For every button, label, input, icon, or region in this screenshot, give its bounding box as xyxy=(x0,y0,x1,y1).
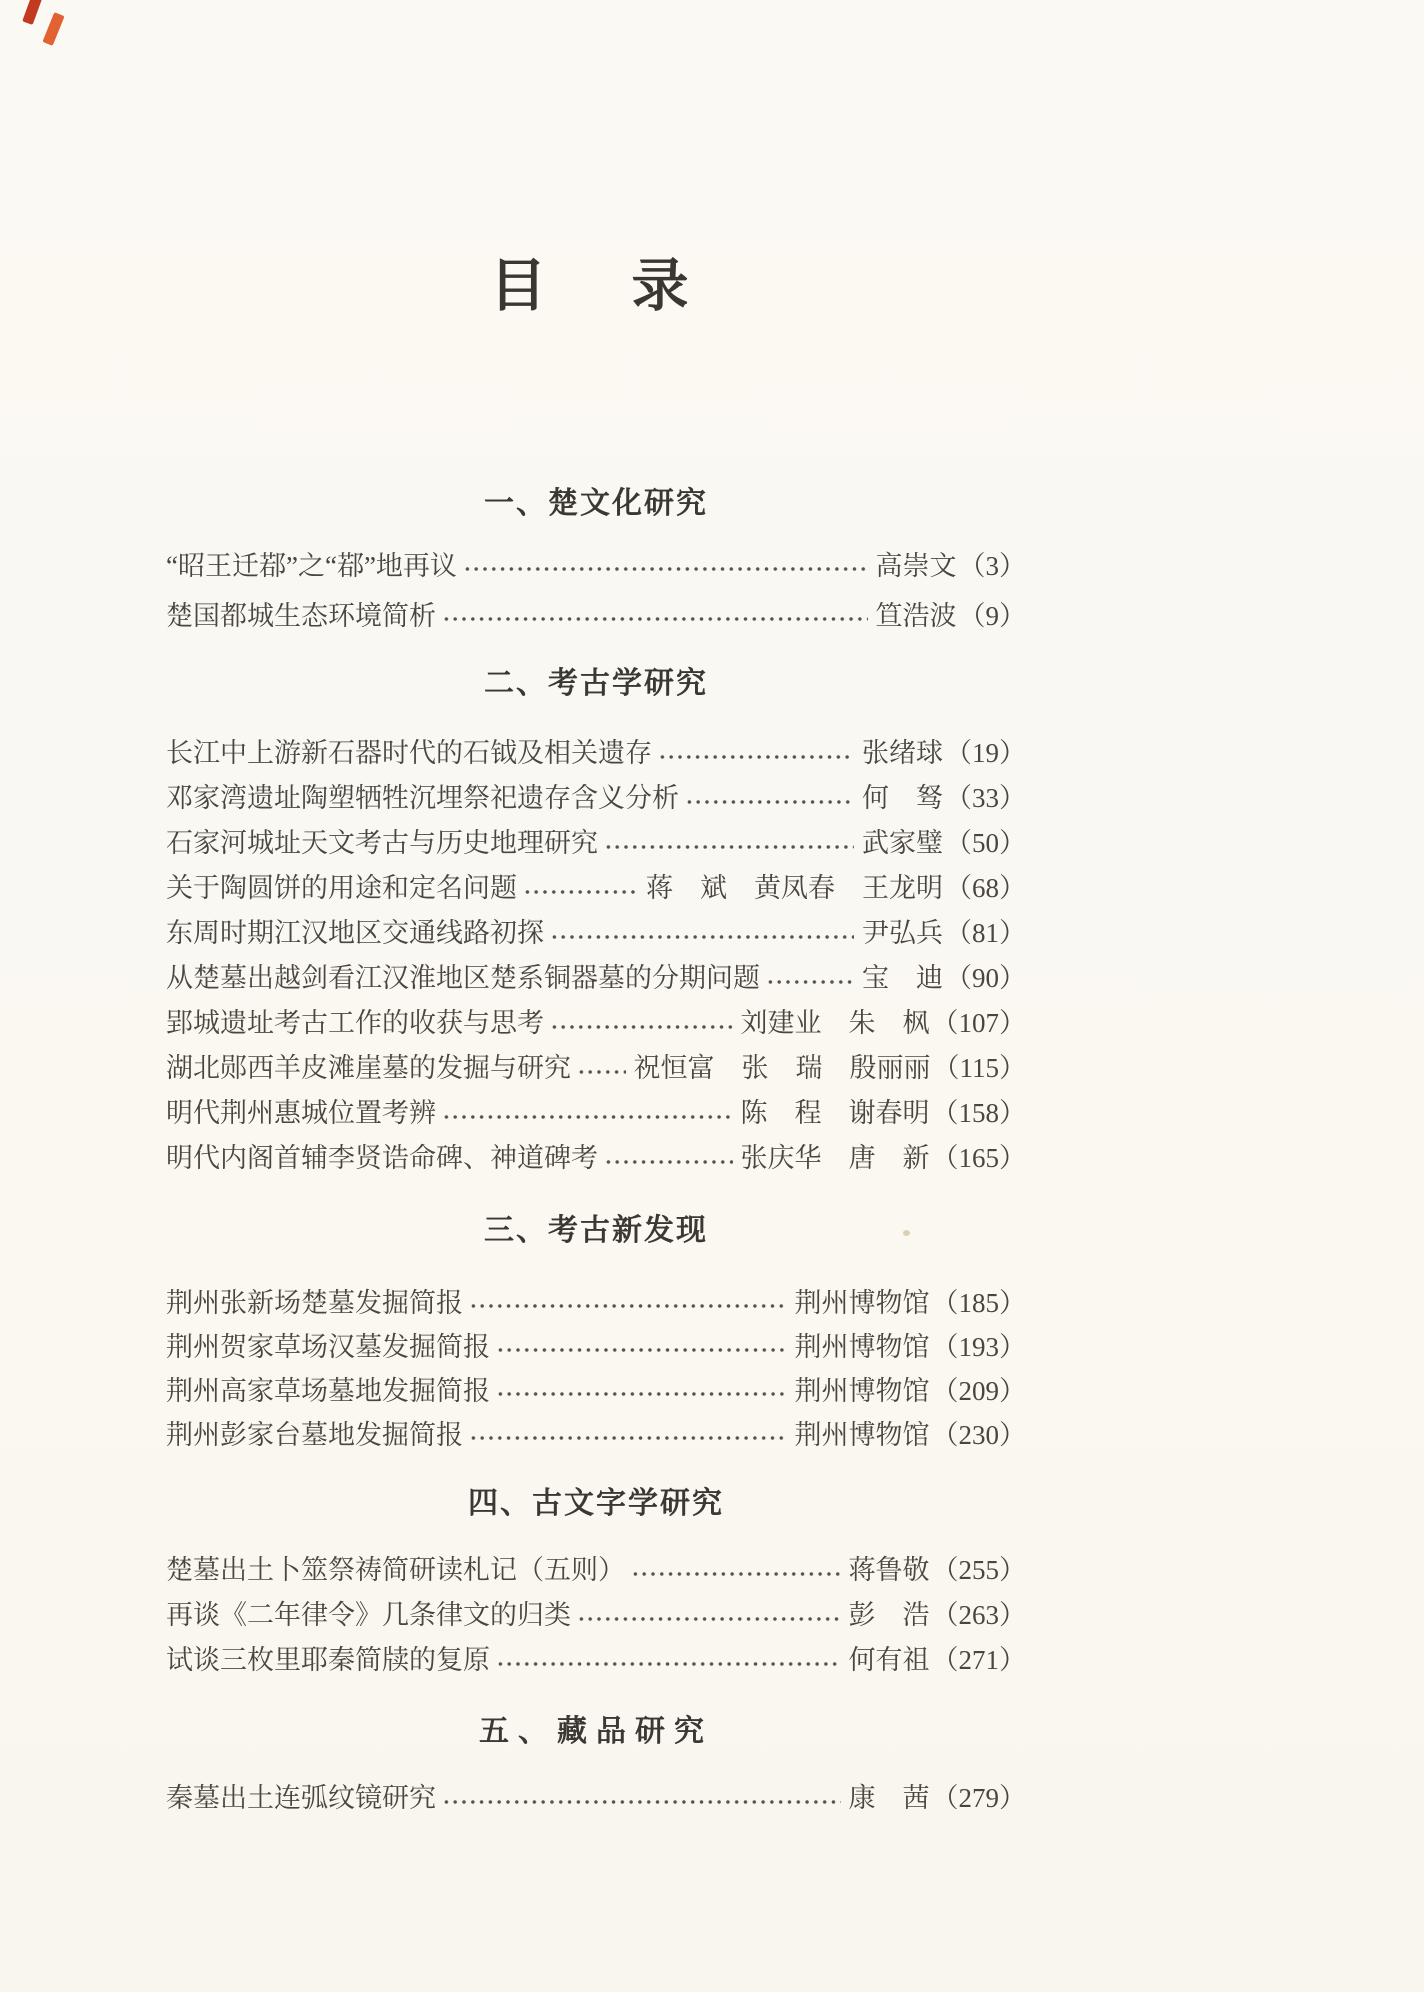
entry-authors: 彭 浩 xyxy=(848,1600,930,1630)
toc-entry xyxy=(166,731,1026,776)
entry-page: （193） xyxy=(931,1331,1026,1362)
entry-page: （3） xyxy=(958,550,1026,581)
section-entries-3 xyxy=(166,1281,1026,1457)
dot-leader xyxy=(604,1156,733,1168)
entry-authors: 刘建业 朱 枫 xyxy=(740,1008,930,1038)
dot-leader xyxy=(523,886,638,898)
entry-authors: 高崇文 xyxy=(875,550,957,581)
entry-authors: 武家璧 xyxy=(862,828,943,858)
entry-page: （185） xyxy=(931,1287,1026,1318)
entry-authors: 荆州博物馆 xyxy=(794,1331,930,1362)
entry-page: （19） xyxy=(945,738,1026,768)
dot-leader xyxy=(463,563,868,575)
section-heading-3: 三、考古新发现 xyxy=(484,1214,708,1247)
entry-authors: 笪浩波 xyxy=(875,600,957,631)
section-entries-5 xyxy=(166,1776,1026,1821)
entry-page: （107） xyxy=(931,1008,1026,1038)
toc-entry xyxy=(166,866,1026,911)
entry-title: 明代荆州惠城位置考辨 xyxy=(166,1098,436,1128)
entry-title: 邓家湾遗址陶塑牺牲沉埋祭祀遗存含义分析 xyxy=(166,783,679,813)
dot-leader xyxy=(550,1021,733,1033)
entry-page: （50） xyxy=(945,828,1026,858)
entry-authors: 何有祖 xyxy=(848,1645,930,1675)
entry-title: “昭王迁鄀”之“鄀”地再议 xyxy=(166,550,457,581)
entry-page: （158） xyxy=(931,1098,1026,1128)
entry-title: 关于陶圆饼的用途和定名问题 xyxy=(166,873,517,903)
toc-entry xyxy=(166,1548,1026,1593)
scan-mark-red xyxy=(22,0,43,25)
entry-title: 再谈《二年律令》几条律文的归类 xyxy=(166,1600,571,1630)
entry-authors: 蒋鲁敬 xyxy=(848,1555,930,1585)
toc-entry xyxy=(166,1281,1026,1325)
toc-entry xyxy=(166,1638,1026,1683)
dot-leader xyxy=(577,1066,626,1078)
entry-page: （165） xyxy=(931,1143,1026,1173)
entry-authors: 荆州博物馆 xyxy=(794,1375,930,1406)
toc-entry xyxy=(166,1136,1026,1181)
entry-title: 荆州贺家草场汉墓发掘简报 xyxy=(166,1331,490,1362)
entry-title: 荆州张新场楚墓发掘简报 xyxy=(166,1287,463,1318)
entry-title: 石家河城址天文考古与历史地理研究 xyxy=(166,828,598,858)
entry-authors: 何 驽 xyxy=(862,783,943,813)
dot-leader xyxy=(658,751,854,763)
toc-entry xyxy=(166,591,1026,641)
toc-entry xyxy=(166,541,1026,591)
entry-title: 长江中上游新石器时代的石钺及相关遗存 xyxy=(166,738,652,768)
entry-page: （271） xyxy=(931,1645,1026,1675)
scan-mark-orange xyxy=(42,12,64,46)
entry-title: 楚墓出土卜筮祭祷简研读札记（五则） xyxy=(166,1555,625,1585)
section-entries-1 xyxy=(166,541,1026,641)
entry-page: （279） xyxy=(931,1783,1026,1813)
entry-title: 东周时期江汉地区交通线路初探 xyxy=(166,918,544,948)
entry-authors: 康 茜 xyxy=(848,1783,930,1813)
dot-leader xyxy=(766,976,854,988)
section-heading-5: 五、藏品研究 xyxy=(479,1715,713,1748)
dot-leader xyxy=(496,1344,787,1356)
toc-entry xyxy=(166,1091,1026,1136)
entry-authors: 陈 程 谢春明 xyxy=(740,1098,930,1128)
entry-title: 湖北郧西羊皮滩崖墓的发掘与研究 xyxy=(166,1053,571,1083)
dot-leader xyxy=(469,1300,787,1312)
entry-title: 楚国都城生态环境简析 xyxy=(166,600,436,631)
entry-page: （230） xyxy=(931,1419,1026,1450)
dot-leader xyxy=(631,1568,841,1580)
toc-entry xyxy=(166,821,1026,866)
dot-leader xyxy=(685,796,854,808)
toc-entry xyxy=(166,1776,1026,1821)
entry-authors: 荆州博物馆 xyxy=(794,1287,930,1318)
entry-title: 荆州彭家台墓地发掘简报 xyxy=(166,1419,463,1450)
entry-authors: 张绪球 xyxy=(862,738,943,768)
entry-authors: 张庆华 唐 新 xyxy=(740,1143,930,1173)
section-heading-4: 四、古文字学研究 xyxy=(468,1487,724,1520)
dot-leader xyxy=(442,1796,841,1808)
entry-title: 荆州高家草场墓地发掘简报 xyxy=(166,1375,490,1406)
entry-page: （209） xyxy=(931,1375,1026,1406)
dot-leader xyxy=(442,1111,733,1123)
dot-leader xyxy=(442,613,868,625)
dot-leader xyxy=(496,1658,841,1670)
dot-leader xyxy=(550,931,854,943)
entry-authors: 尹弘兵 xyxy=(862,918,943,948)
entry-page: （90） xyxy=(945,963,1026,993)
dot-leader xyxy=(496,1388,787,1400)
toc-entry xyxy=(166,1413,1026,1457)
entry-title: 秦墓出土连弧纹镜研究 xyxy=(166,1783,436,1813)
dot-leader xyxy=(577,1613,841,1625)
entry-page: （68） xyxy=(945,873,1026,903)
entry-authors: 荆州博物馆 xyxy=(794,1419,930,1450)
entry-title: 明代内阁首辅李贤诰命碑、神道碑考 xyxy=(166,1143,598,1173)
entry-page: （115） xyxy=(932,1053,1026,1083)
section-entries-4 xyxy=(166,1548,1026,1683)
entry-page: （263） xyxy=(931,1600,1026,1630)
section-entries-2 xyxy=(166,731,1026,1181)
entry-page: （9） xyxy=(958,600,1026,631)
entry-title: 从楚墓出越剑看江汉淮地区楚系铜器墓的分期问题 xyxy=(166,963,760,993)
section-heading-1: 一、楚文化研究 xyxy=(484,487,708,520)
entry-title: 郢城遗址考古工作的收获与思考 xyxy=(166,1008,544,1038)
toc-entry xyxy=(166,1593,1026,1638)
dot-leader xyxy=(604,841,854,853)
entry-authors: 祝恒富 张 瑞 殷丽丽 xyxy=(633,1053,931,1083)
section-heading-2: 二、考古学研究 xyxy=(484,667,708,700)
entry-page: （255） xyxy=(931,1555,1026,1585)
toc-entry xyxy=(166,1001,1026,1046)
entry-page: （81） xyxy=(945,918,1026,948)
toc-entry xyxy=(166,776,1026,821)
toc-entry xyxy=(166,1369,1026,1413)
toc-entry xyxy=(166,956,1026,1001)
dot-leader xyxy=(469,1432,787,1444)
toc-entry xyxy=(166,911,1026,956)
entry-page: （33） xyxy=(945,783,1026,813)
entry-authors: 宝 迪 xyxy=(862,963,943,993)
toc-entry xyxy=(166,1046,1026,1091)
entry-title: 试谈三枚里耶秦简牍的复原 xyxy=(166,1645,490,1675)
page-title: 目 录 xyxy=(489,255,703,318)
toc-entry xyxy=(166,1325,1026,1369)
entry-authors: 蒋 斌 黄凤春 王龙明 xyxy=(646,873,943,903)
